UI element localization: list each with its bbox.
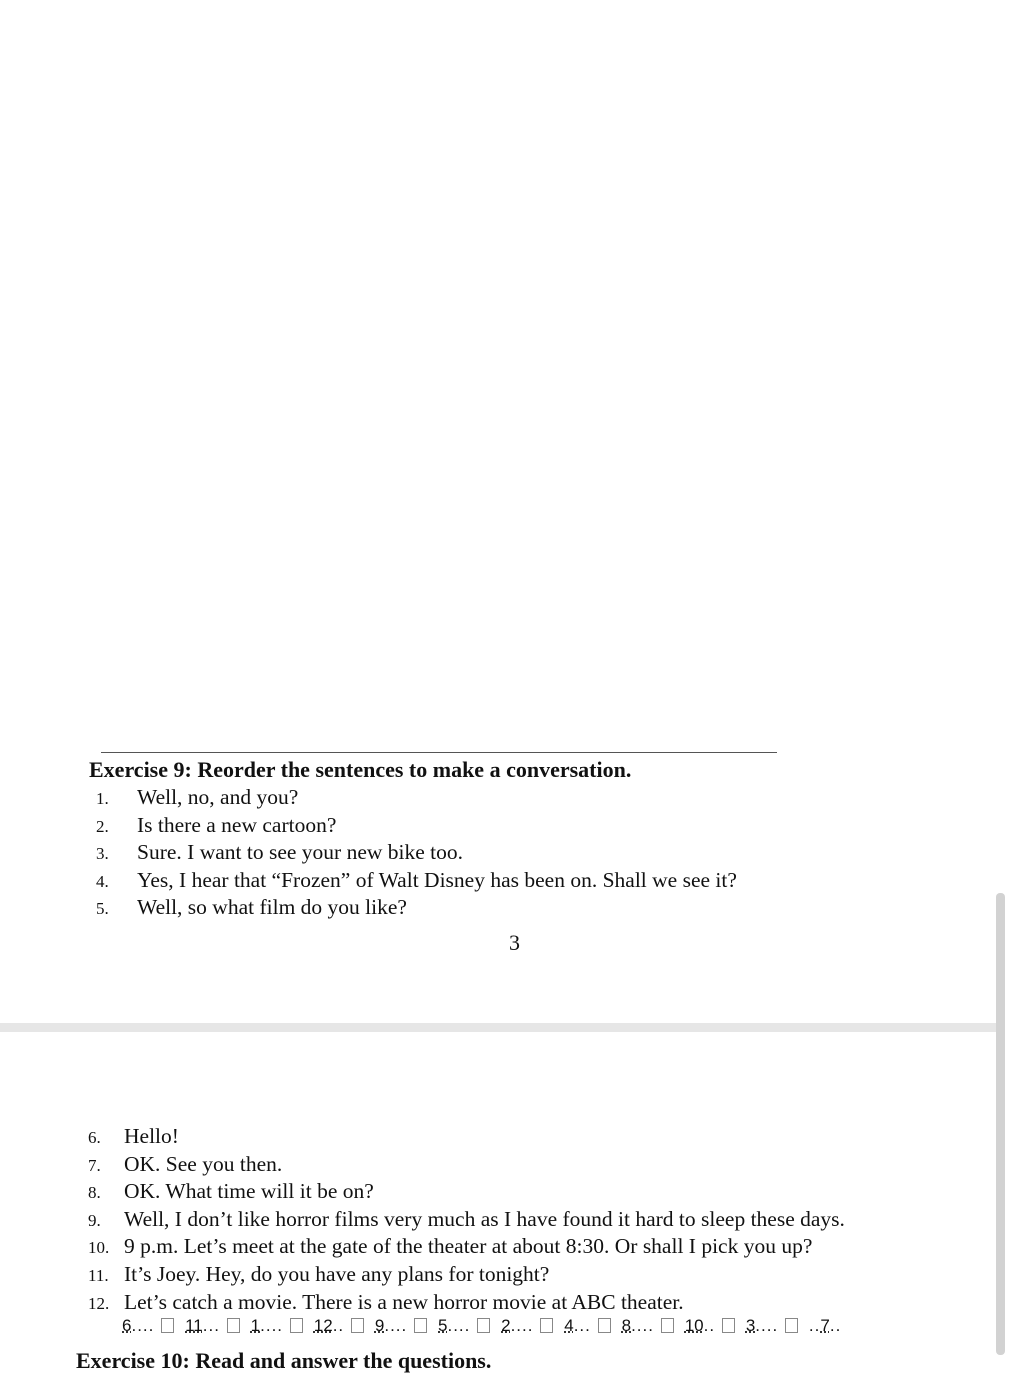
list-item	[88, 1233, 845, 1261]
item-number: 8.	[88, 1183, 101, 1203]
arrow-placeholder-icon	[290, 1318, 303, 1333]
vertical-scrollbar[interactable]	[996, 893, 1005, 1355]
answer-slot: 1....	[250, 1316, 284, 1335]
arrow-placeholder-icon	[227, 1318, 240, 1333]
answer-number: 2	[501, 1316, 511, 1335]
item-text: Well, so what film do you like?	[137, 895, 407, 920]
item-number: 2.	[96, 816, 109, 836]
list-item	[96, 812, 737, 840]
arrow-placeholder-icon	[477, 1318, 490, 1333]
list-item	[96, 894, 737, 922]
item-text: Yes, I hear that “Frozen” of Walt Disney has been on. Shall we see it?	[137, 867, 737, 892]
answer-slot: 6....	[122, 1316, 155, 1335]
page-number: 3	[509, 930, 520, 955]
list-item	[96, 867, 737, 895]
answer-slot: 2....	[501, 1316, 534, 1335]
answer-sequence	[122, 1315, 841, 1337]
item-number: 11.	[88, 1265, 109, 1285]
item-number: 12.	[88, 1293, 110, 1313]
answer-number: 12	[313, 1316, 333, 1335]
item-text: Sure. I want to see your new bike too.	[137, 840, 464, 865]
item-text: Well, no, and you?	[137, 785, 299, 809]
answer-slot: 10..	[684, 1316, 716, 1335]
answer-slot: 3....	[745, 1316, 779, 1335]
item-number: 4.	[96, 871, 109, 891]
list-item	[88, 1123, 845, 1151]
list-item	[88, 1261, 845, 1289]
answer-number: 8	[621, 1316, 632, 1335]
item-text: OK. What time will it be on?	[124, 1179, 374, 1204]
item-text: It’s Joey. Hey, do you have any plans for tonight?	[124, 1261, 550, 1286]
sentence-list-page-2	[88, 1123, 845, 1316]
answer-number: 3	[745, 1316, 756, 1335]
item-number: 3.	[96, 844, 109, 864]
answer-slot: 11...	[185, 1316, 220, 1335]
item-text: OK. See you then.	[124, 1151, 283, 1176]
item-text: Hello!	[124, 1124, 179, 1148]
answer-slot: 5....	[438, 1316, 471, 1335]
answer-number: 5	[438, 1316, 448, 1335]
arrow-placeholder-icon	[722, 1318, 735, 1333]
arrow-placeholder-icon	[785, 1318, 798, 1333]
answer-number: 9	[374, 1316, 385, 1335]
item-text: Is there a new cartoon?	[137, 812, 337, 837]
arrow-placeholder-icon	[161, 1318, 174, 1333]
arrow-placeholder-icon	[540, 1318, 553, 1333]
item-number: 7.	[88, 1155, 101, 1175]
list-item	[96, 839, 737, 867]
answer-slot: 9....	[374, 1316, 408, 1335]
item-number: 6.	[88, 1128, 101, 1147]
exercise-9-title: Exercise 9: Reorder the sentences to make a conversation.	[89, 757, 632, 782]
sentence-list-page-1	[96, 784, 737, 922]
item-text: Let’s catch a movie. There is a new horror movie at ABC theater.	[124, 1289, 684, 1314]
item-number: 9.	[88, 1210, 101, 1230]
item-number: 5.	[96, 899, 109, 919]
arrow-placeholder-icon	[351, 1318, 364, 1333]
list-item	[88, 1289, 845, 1317]
answer-number: 1	[250, 1316, 261, 1335]
next-exercise-heading-cut: Exercise 10: Read and answer the questions.	[76, 1348, 492, 1373]
answer-number: 10	[684, 1316, 704, 1335]
arrow-placeholder-icon	[661, 1318, 674, 1333]
arrow-placeholder-icon	[414, 1318, 427, 1333]
list-item	[88, 1151, 845, 1179]
answer-slot: ..7..	[808, 1316, 842, 1335]
page-separator	[0, 1023, 1000, 1032]
answer-number: 6	[122, 1316, 132, 1335]
list-item	[96, 784, 737, 812]
answer-number: 7	[820, 1316, 830, 1335]
item-text: 9 p.m. Let’s meet at the gate of the theater at about 8:30. Or shall I pick you up?	[124, 1234, 813, 1259]
answer-slot: 12..	[313, 1316, 345, 1335]
list-item	[88, 1178, 845, 1206]
item-number: 1.	[96, 789, 109, 808]
section-divider	[101, 752, 777, 753]
list-item	[88, 1206, 845, 1234]
item-text: Well, I don’t like horror films very much as I have found it hard to sleep these days.	[124, 1206, 845, 1231]
answer-slot: 4...	[564, 1316, 591, 1335]
answer-number: 4	[564, 1316, 574, 1335]
arrow-placeholder-icon	[598, 1318, 611, 1333]
item-number: 10.	[88, 1238, 110, 1258]
answer-number: 11	[185, 1316, 203, 1335]
answer-slot: 8....	[621, 1316, 654, 1335]
